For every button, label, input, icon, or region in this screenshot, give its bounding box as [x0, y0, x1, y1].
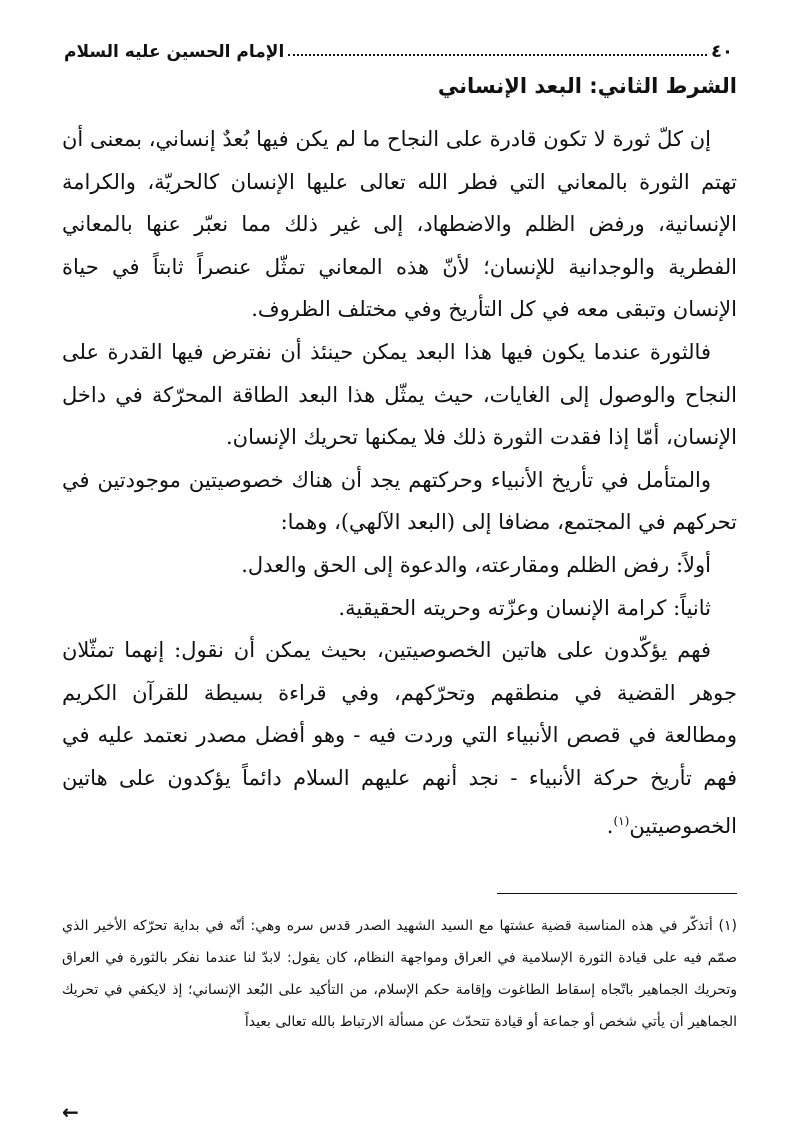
- footnotes: [62, 910, 737, 1038]
- paragraph: والمتأمل في تأريخ الأنبياء وحركتهم يجد أن هناك خصوصيتين موجودتين في تحركهم في المجتمع، مضافا إلى (البعد الآلهي)، وهما:: [62, 467, 737, 535]
- footnote: (١) أتذكّر في هذه المناسبة قضية عشتها مع السيد الشهيد الصدر قدس سره وهي: أنّه في بداية تحرّكه الأخير الذي صمّم فيه على قيادة الثورة الإسلامية في العراق ومواجهة النظام، كان يقول: لابدّ لنا عندما نفكر بالثورة في العراق وتحريك الجماهير باتّجاه إسقاط الطاغوت وإقامة حكم الإسلام، من التأكيد على البُعد الإنساني؛ إذ لايكفي في تحريك الجماهير أن يأتي شخص أو جماعة أو قيادة تتحدّث عن مسألة الارتباط بالله تعالى بعيداً: [62, 918, 737, 1030]
- running-header: [58, 32, 737, 62]
- continue-arrow-icon: ←: [62, 1100, 79, 1124]
- paragraph-text: فهم يؤكّدون على هاتين الخصوصيتين، بحيث يمكن أن نقول: إنهما تمثّلان جوهر القضية في منطقهم وتحرّكهم، وفي قراءة بسيطة للقرآن الكريم ومطالعة في قصص الأنبياء التي وردت فيه - وهو أفضل مصدر نعتمد عليه في فهم تأريخ حركة الأنبياء - نجد أنهم عليهم السلام دائماً يؤكدون على هاتين الخصوصيتين: [62, 638, 737, 838]
- header-dot-leader: [288, 44, 707, 56]
- paragraph: فالثورة عندما يكون فيها هذا البعد يمكن حينئذ أن نفترض فيها القدرة على النجاح والوصول إلى الغايات، حيث يمثّل هذا البعد الطاقة المحرّكة في داخل الإنسان، أمّا إذا فقدت الثورة ذلك فلا يمكنها تحريك الإنسان.: [62, 339, 737, 450]
- section-heading: الشرط الثاني: البعد الإنساني: [437, 74, 737, 98]
- page-number: ٤٠: [711, 41, 733, 62]
- footnote-reference[interactable]: (١): [613, 813, 630, 828]
- footnote-divider: [497, 893, 737, 894]
- paragraph: إن كلّ ثورة لا تكون قادرة على النجاح ما لم يكن فيها بُعدٌ إنساني، بمعنى أن تهتم الثورة بالمعاني التي فطر الله تعالى عليها الإنسان كالحريّة، والكرامة الإنسانية، ورفض الظلم والاضطهاد، إلى غير ذلك مما نعبّر عنها بالمعاني الفطرية والوجدانية للإنسان؛ لأنّ هذه المعاني تمثّل عنصراً ثابتاً في حياة الإنسان وتبقى معه في كل التأريخ وفي مختلف الظروف.: [62, 127, 737, 322]
- running-header-title: الإمام الحسين عليه السلام: [64, 42, 285, 62]
- paragraph: فهم يؤكّدون على هاتين الخصوصيتين، بحيث يمكن أن نقول: إنهما تمثّلان جوهر القضية في منطقهم وتحرّكهم، وفي قراءة بسيطة للقرآن الكريم ومطالعة في قصص الأنبياء التي وردت فيه - وهو أفضل مصدر نعتمد عليه في فهم تأريخ حركة الأنبياء - نجد أنهم عليهم السلام دائماً يؤكدون على هاتين الخصوصيتين$^{(١)}$.: [62, 638, 737, 838]
- list-item: أولاً: رفض الظلم ومقارعته، والدعوة إلى الحق والعدل.: [241, 552, 711, 577]
- list-item: ثانياً: كرامة الإنسان وعزّته وحريته الحقيقية.: [338, 595, 711, 620]
- body-text: [62, 118, 737, 847]
